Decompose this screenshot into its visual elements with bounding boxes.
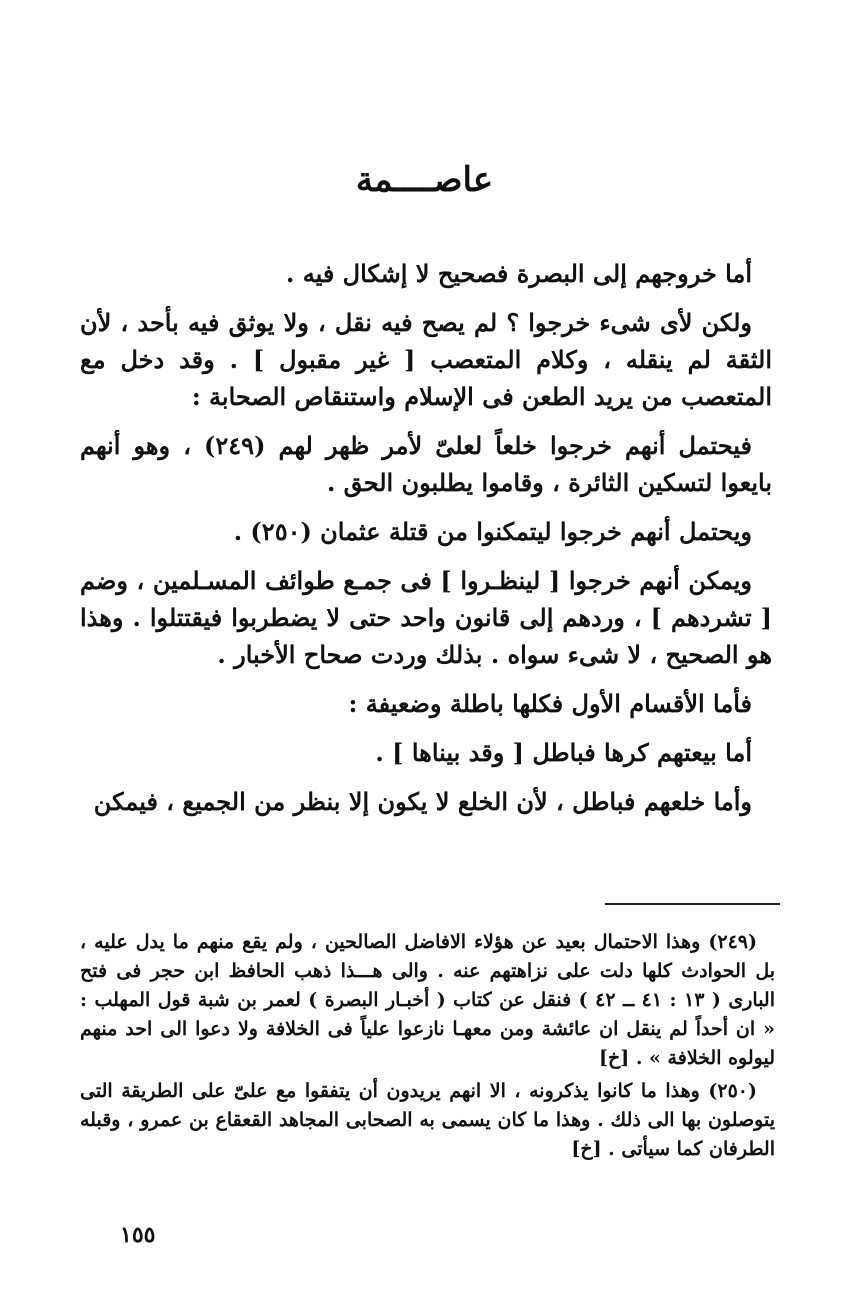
paragraph-7: أما بيعتهم كرها فباطل [ وقد بيناها ] . [375,738,752,767]
footnote-divider [605,903,780,905]
footnotes [80,928,775,1168]
paragraph-6: فأما الأقسام الأول فكلها باطلة وضعيفة : [348,689,752,718]
paragraph-5: ويمكن أنهم خرجوا [ لينظـروا ] فى جمـع طوائف المسـلمين ، وضم [ تشردهم ] ، وردهم إلى قانون واحد حتى لا يضطربوا فيقتتلوا . وهذا هو الصحيح ، لا شىء سواه . بذلك وردت صحاح الأخبار . [80,566,772,669]
paragraph-8: وأما خلعهم فباطل ، لأن الخلع لا يكون إلا بنظر من الجميع ، فيمكن [93,787,752,816]
page-number: ١٥٥ [120,1222,156,1248]
paragraph-4: ويحتمل أنهم خرجوا ليتمكنوا من قتلة عثمان (٢٥٠) . [233,517,752,546]
paragraph-1: أما خروجهم إلى البصرة فصحيح لا إشكال فيه . [286,259,752,288]
footnote-250: (٢٥٠) وهذا ما كانوا يذكرونه ، الا انهم يريدون أن يتفقوا مع علىّ على الطريقة التى يتوصلون بها الى ذلك . وهذا ما كان يسمى به الصحابى المجاهد القعقاع بن عمرو ، وقبله الطرفان كما سيأتى . [خ] [80,1080,775,1160]
paragraph-3: فيحتمل أنهم خرجوا خلعاً لعلىّ لأمر ظهر لهم (٢٤٩) ، وهو أنهم بايعوا لتسكين الثائرة ، وقاموا يطلبون الحق . [80,431,772,497]
paragraph-2: ولكن لأى شىء خرجوا ؟ لم يصح فيه نقل ، ولا يوثق فيه بأحد ، لأن الثقة لم ينقله ، وكلام المتعصب [ غير مقبول ] . وقد دخل مع المتعصب من يريد الطعن فى الإسلام واستنقاص الصحابة : [80,308,772,411]
main-text [80,255,772,832]
footnote-249: (٢٤٩) وهذا الاحتمال بعيد عن هؤلاء الافاضل الصالحين ، ولم يقع منهم ما يدل عليه ، بل الحوادث كلها دلت على نزاهتهم عنه . والى هـــذا ذهب الحافظ ابن حجر فى فتح البارى ( ١٣ : ٤١ ــ ٤٢ ) فنقل عن كتاب ( أخبـار البصرة ) لعمر بن شبة قول المهلب : « ان أحداً لم ينقل ان عائشة ومن معهـا نازعوا علياً فى الخلافة ولا دعوا الى احد منهم ليولوه الخلافة » . [خ] [80,931,776,1069]
page-heading: عاصــــمة [355,160,494,200]
